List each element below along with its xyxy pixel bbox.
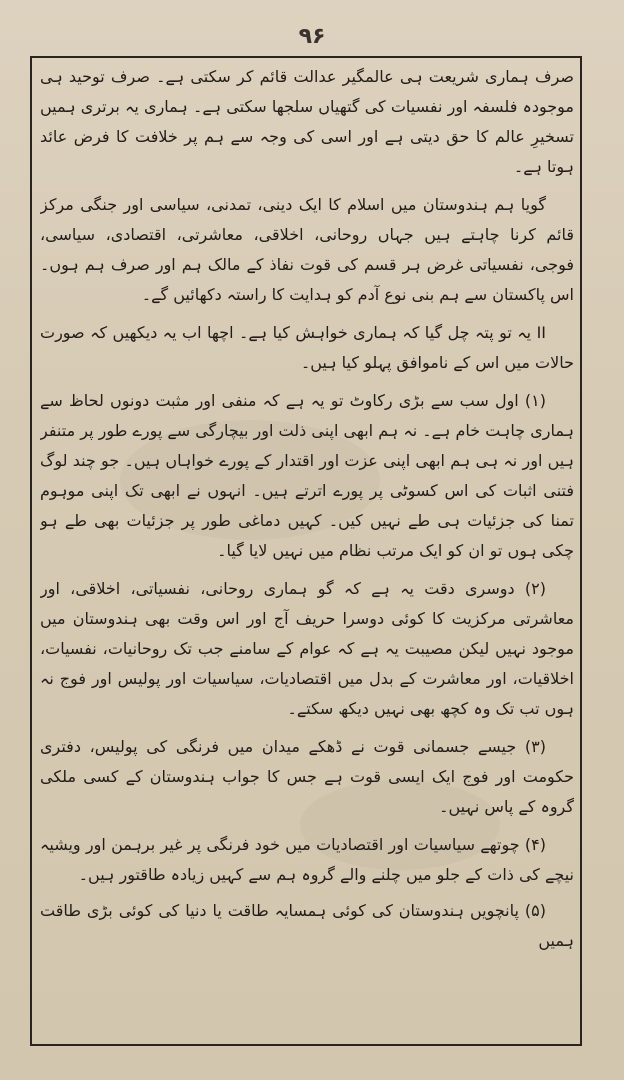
page-text [40,62,574,1042]
paragraph: (۳) جیسے جسمانی قوت نے ڈھکے میدان میں فرنگی کی پولیس، دفتری حکومت اور فوج ایک ایسی قوت ہے جس کا جواب ہندوستان کے کسی ملکی گروہ کے پاس نہیں۔ [40,737,574,816]
paragraph: (۴) چوتھے سیاسیات اور اقتصادیات میں خود فرنگی پر غیر برہمن اور ویشیہ نیچے کی ذات کے جلو میں چلنے والے گروہ ہم سے کہیں زیادہ طاقتور ہیں۔ [40,835,574,884]
paragraph: (۲) دوسری دقت یہ ہے کہ گو ہماری روحانی، نفسیاتی، اخلاقی، اور معاشرتی مرکزیت کا کوئی دوسرا حریف آج اور اس وقت بھی ہندوستان میں موجود نہیں لیکن مصیبت یہ ہے کہ عوام کے سامنے جب تک روحانیات، نفسیات، اخلاقیات، اور معاشرت کے بدل میں اقتصادیات، سیاسیات اور پولیس اور فوج نہ ہوں تب تک وہ کچھ بھی نہیں دیکھ سکتے۔ [40,579,574,718]
paragraph: صرف ہماری شریعت ہی عالمگیر عدالت قائم کر سکتی ہے۔ صرف توحید ہی موجودہ فلسفہ اور نفسیات کی گتھیاں سلجھا سکتی ہے۔ ہماری یہ برتری ہمیں تسخیرِ عالم کا حق دیتی ہے اور اسی کی وجہ سے ہم پر خلافت کا فرض عائد ہوتا ہے۔ [40,67,574,176]
paragraph: (۱) اول سب سے بڑی رکاوٹ تو یہ ہے کہ منفی اور مثبت دونوں لحاظ سے ہماری چاہت خام ہے۔ نہ ہم ابھی اپنی ذلت اور بیچارگی سے پورے طور پر متنفر ہیں اور نہ ہی ہم ابھی اپنی عزت اور اقتدار کے پورے خواہاں ہیں۔ جو چند لوگ فتنی اثبات کی اس کسوٹی پر پورے اترتے ہیں۔ انہوں نے ابھی تک اپنی موہوم تمنا کی جزئیات ہی طے نہیں کیں۔ کہیں دماغی طور پر جزئیات بھی طے ہو چکی ہوں تو ان کو ایک مرتب نظام میں نہیں لایا گیا۔ [40,391,574,560]
paragraph: II یہ تو پتہ چل گیا کہ ہماری خواہش کیا ہے۔ اچھا اب یہ دیکھیں کہ صورت حالات میں اس کے ناموافق پہلو کیا ہیں۔ [40,323,574,372]
paragraph: گویا ہم ہندوستان میں اسلام کا ایک دینی، تمدنی، سیاسی اور جنگی مرکز قائم کرنا چاہتے ہیں جہاں روحانی، اخلاقی، معاشرتی، اقتصادی، سیاسی، فوجی، نفسیاتی غرض ہر قسم کی قوت نفاذ کے مالک ہم اور صرف ہم ہوں۔ اس پاکستان سے ہم بنی نوع آدم کو ہدایت کا راستہ دکھائیں گے۔ [40,195,574,304]
paragraph: (۵) پانچویں ہندوستان کی کوئی ہمسایہ طاقت یا دنیا کی کوئی بڑی طاقت ہمیں [40,901,574,950]
page-number: ۹۶ [298,24,326,49]
